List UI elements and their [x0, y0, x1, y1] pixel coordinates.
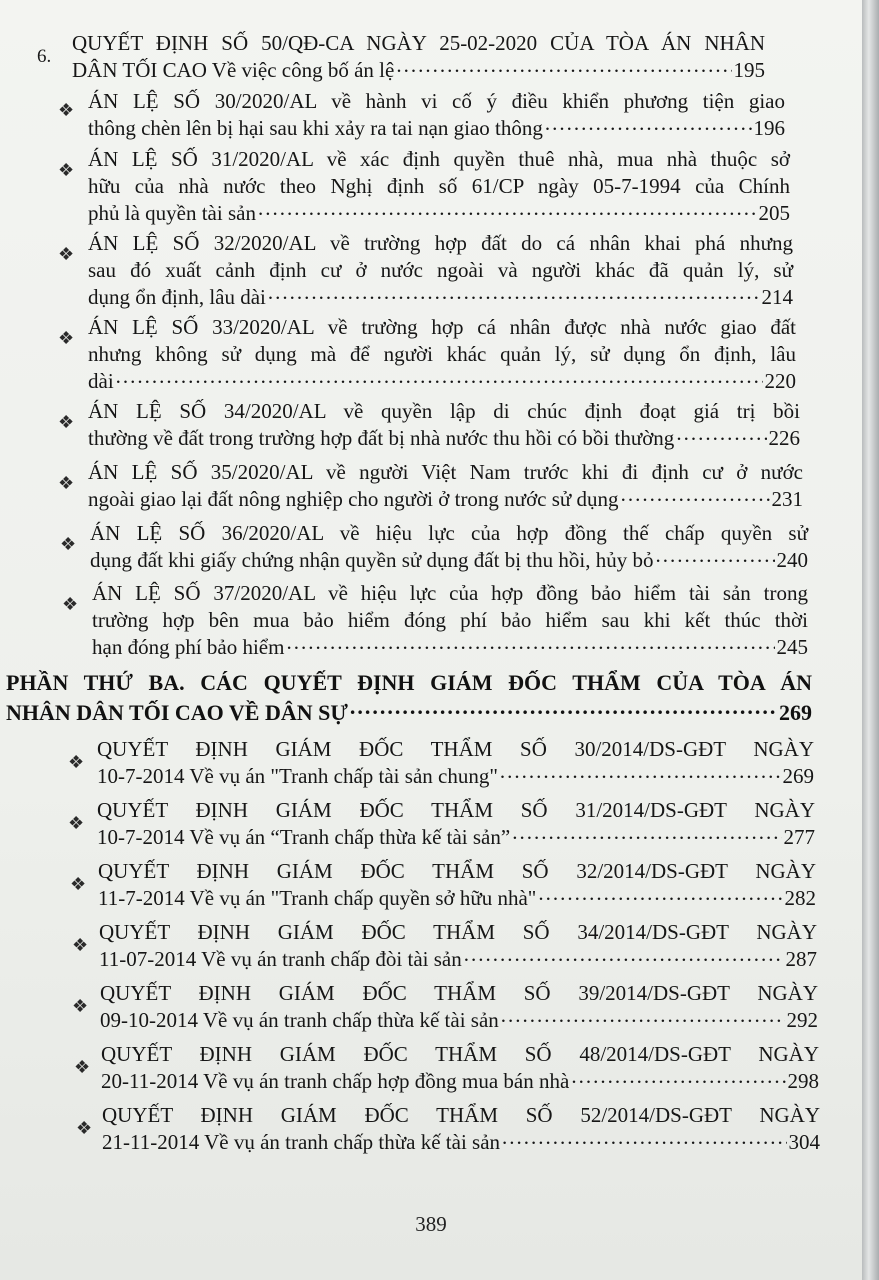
page-ref: 196	[753, 116, 785, 140]
bullet-icon: ❖	[58, 328, 75, 348]
toc-entry-decision[interactable]	[97, 797, 815, 851]
page-ref: 269	[779, 700, 812, 725]
item-number: 6.	[37, 46, 52, 67]
entry-text: dụng ổn định, lâu dài	[88, 285, 266, 309]
entry-text: QUYẾT ĐỊNH GIÁM ĐỐC THẨM SỐ 30/2014/DS-GĐT NGÀY	[97, 737, 814, 761]
toc-entry-decision[interactable]	[101, 1041, 819, 1095]
dot-leader	[512, 824, 781, 844]
dot-leader	[621, 486, 770, 506]
entry-text: trường hợp bên mua bảo hiểm đóng phí bảo hiểm sau khi kết thúc thời	[92, 608, 808, 632]
toc-entry-precedent[interactable]	[88, 146, 790, 227]
bullet-icon: ❖	[58, 160, 75, 180]
entry-text: thường về đất trong trường hợp đất bị nhà nước thu hồi có bồi thường	[88, 426, 675, 450]
dot-leader	[464, 946, 784, 966]
page-ref: 292	[786, 1008, 818, 1032]
entry-text: 10-7-2014 Về vụ án "Tranh chấp tài sản chung"	[97, 764, 498, 788]
page-ref: 282	[784, 886, 816, 910]
toc-entry-precedent[interactable]	[88, 314, 796, 395]
section-title: PHẦN THỨ BA. CÁC QUYẾT ĐỊNH GIÁM ĐỐC THẨM CỦA TÒA ÁN	[6, 670, 812, 695]
dot-leader	[396, 57, 731, 77]
dot-leader	[286, 634, 774, 654]
page-ref: 245	[776, 635, 808, 659]
entry-text: dụng đất khi giấy chứng nhận quyền sử dụng đất bị thu hồi, hủy bỏ	[90, 548, 654, 572]
entry-text: QUYẾT ĐỊNH GIÁM ĐỐC THẨM SỐ 39/2014/DS-GĐT NGÀY	[100, 981, 818, 1005]
entry-text: hạn đóng phí bảo hiểm	[92, 635, 285, 659]
page-ref: 304	[788, 1130, 820, 1154]
page-ref: 269	[782, 764, 814, 788]
entry-text: ÁN LỆ SỐ 32/2020/AL về trường hợp đất do cá nhân khai phá nhưng	[88, 231, 793, 255]
bullet-icon: ❖	[72, 935, 89, 955]
entry-text: 10-7-2014 Về vụ án “Tranh chấp thừa kế tài sản”	[97, 825, 511, 849]
dot-leader	[350, 698, 777, 720]
bullet-icon: ❖	[58, 473, 75, 493]
page-ref: 277	[783, 825, 815, 849]
entry-text: QUYẾT ĐỊNH GIÁM ĐỐC THẨM SỐ 34/2014/DS-GĐT NGÀY	[99, 920, 817, 944]
entry-text: 20-11-2014 Về vụ án tranh chấp hợp đồng mua bán nhà	[101, 1069, 570, 1093]
toc-entry-decision[interactable]	[100, 980, 818, 1034]
entry-text: thông chèn lên bị hại sau khi xảy ra tai nạn giao thông	[88, 116, 543, 140]
entry-text: ÁN LỆ SỐ 34/2020/AL về quyền lập di chúc định đoạt giá trị bồi	[88, 399, 800, 423]
page-ref: 240	[776, 548, 808, 572]
page-ref: 195	[733, 58, 765, 82]
dot-leader	[258, 200, 757, 220]
dot-leader	[538, 885, 782, 905]
page-ref: 205	[758, 201, 790, 225]
entry-text: ÁN LỆ SỐ 33/2020/AL về trường hợp cá nhân được nhà nước giao đất	[88, 315, 796, 339]
page-ref: 231	[771, 487, 803, 511]
page-ref: 220	[764, 369, 796, 393]
page-ref: 287	[785, 947, 817, 971]
entry-text: QUYẾT ĐỊNH GIÁM ĐỐC THẨM SỐ 48/2014/DS-GĐT NGÀY	[101, 1042, 819, 1066]
entry-text: QUYẾT ĐỊNH GIÁM ĐỐC THẨM SỐ 52/2014/DS-GĐT NGÀY	[102, 1103, 820, 1127]
entry-text: QUYẾT ĐỊNH GIÁM ĐỐC THẨM SỐ 32/2014/DS-GĐT NGÀY	[98, 859, 816, 883]
entry-text: QUYẾT ĐỊNH GIÁM ĐỐC THẨM SỐ 31/2014/DS-GĐT NGÀY	[97, 798, 815, 822]
toc-entry-precedent[interactable]	[88, 459, 803, 513]
entry-text: ÁN LỆ SỐ 37/2020/AL về hiệu lực của hợp đồng bảo hiểm tài sản trong	[92, 581, 808, 605]
entry-text: QUYẾT ĐỊNH SỐ 50/QĐ-CA NGÀY 25-02-2020 CỦA TÒA ÁN NHÂN	[72, 31, 765, 55]
entry-text: nhưng không sử dụng mà để người khác quản lý, sử dụng ổn định, lâu	[88, 342, 796, 366]
bullet-icon: ❖	[68, 752, 85, 772]
entry-text: 09-10-2014 Về vụ án tranh chấp thừa kế tài sản	[100, 1008, 499, 1032]
entry-text: hữu của nhà nước theo Nghị định số 61/CP ngày 05-7-1994 của Chính	[88, 174, 790, 198]
entry-text: 11-07-2014 Về vụ án tranh chấp đòi tài sản	[99, 947, 462, 971]
bullet-icon: ❖	[74, 1057, 91, 1077]
toc-entry-precedent[interactable]	[88, 398, 800, 452]
entry-text: phủ là quyền tài sản	[88, 201, 256, 225]
entry-text: 11-7-2014 Về vụ án "Tranh chấp quyền sở hữu nhà"	[98, 886, 537, 910]
section-title: NHÂN DÂN TỐI CAO VỀ DÂN SỰ	[6, 700, 348, 725]
entry-text: ÁN LỆ SỐ 30/2020/AL về hành vi cố ý điều khiển phương tiện giao	[88, 89, 785, 113]
dot-leader	[500, 763, 781, 783]
toc-entry-decision[interactable]	[97, 736, 814, 790]
toc-entry-precedent[interactable]	[88, 230, 793, 311]
toc-entry-precedent[interactable]	[92, 580, 808, 661]
entry-text: ÁN LỆ SỐ 35/2020/AL về người Việt Nam trước khi đi định cư ở nước	[88, 460, 803, 484]
page-edge	[862, 0, 879, 1280]
toc-entry-precedent[interactable]	[90, 520, 808, 574]
entry-text: ÁN LỆ SỐ 36/2020/AL về hiệu lực của hợp đồng thế chấp quyền sử	[90, 521, 808, 545]
bullet-icon: ❖	[76, 1118, 93, 1138]
bullet-icon: ❖	[68, 813, 85, 833]
entry-text: ÁN LỆ SỐ 31/2020/AL về xác định quyền thuê nhà, mua nhà thuộc sở	[88, 147, 790, 171]
dot-leader	[502, 1129, 786, 1149]
bullet-icon: ❖	[58, 244, 75, 264]
dot-leader	[116, 368, 763, 388]
page-ref: 214	[761, 285, 793, 309]
entry-text: DÂN TỐI CAO Về việc công bố án lệ	[72, 58, 395, 82]
bullet-icon: ❖	[70, 874, 87, 894]
toc-entry-item-6[interactable]	[72, 30, 765, 84]
entry-text: ngoài giao lại đất nông nghiệp cho người ở trong nước sử dụng	[88, 487, 619, 511]
toc-entry-precedent[interactable]	[88, 88, 785, 142]
toc-entry-decision[interactable]	[98, 858, 816, 912]
page-ref: 298	[787, 1069, 819, 1093]
dot-leader	[268, 284, 760, 304]
toc-section-part-3[interactable]	[6, 668, 812, 728]
bullet-icon: ❖	[72, 996, 89, 1016]
page-number: 389	[415, 1212, 447, 1236]
bullet-icon: ❖	[62, 594, 79, 614]
dot-leader	[571, 1068, 785, 1088]
dot-leader	[545, 115, 752, 135]
bullet-icon: ❖	[58, 412, 75, 432]
dot-leader	[501, 1007, 785, 1027]
dot-leader	[676, 425, 766, 445]
entry-text: 21-11-2014 Về vụ án tranh chấp thừa kế tài sản	[102, 1130, 501, 1154]
bullet-icon: ❖	[60, 534, 77, 554]
bullet-icon: ❖	[58, 100, 75, 120]
toc-entry-decision[interactable]	[102, 1102, 820, 1156]
page-ref: 226	[768, 426, 800, 450]
toc-entry-decision[interactable]	[99, 919, 817, 973]
entry-text: dài	[88, 369, 114, 393]
entry-text: sau đó xuất cảnh định cư ở nước ngoài và người khác đã quản lý, sử	[88, 258, 793, 282]
dot-leader	[655, 547, 774, 567]
